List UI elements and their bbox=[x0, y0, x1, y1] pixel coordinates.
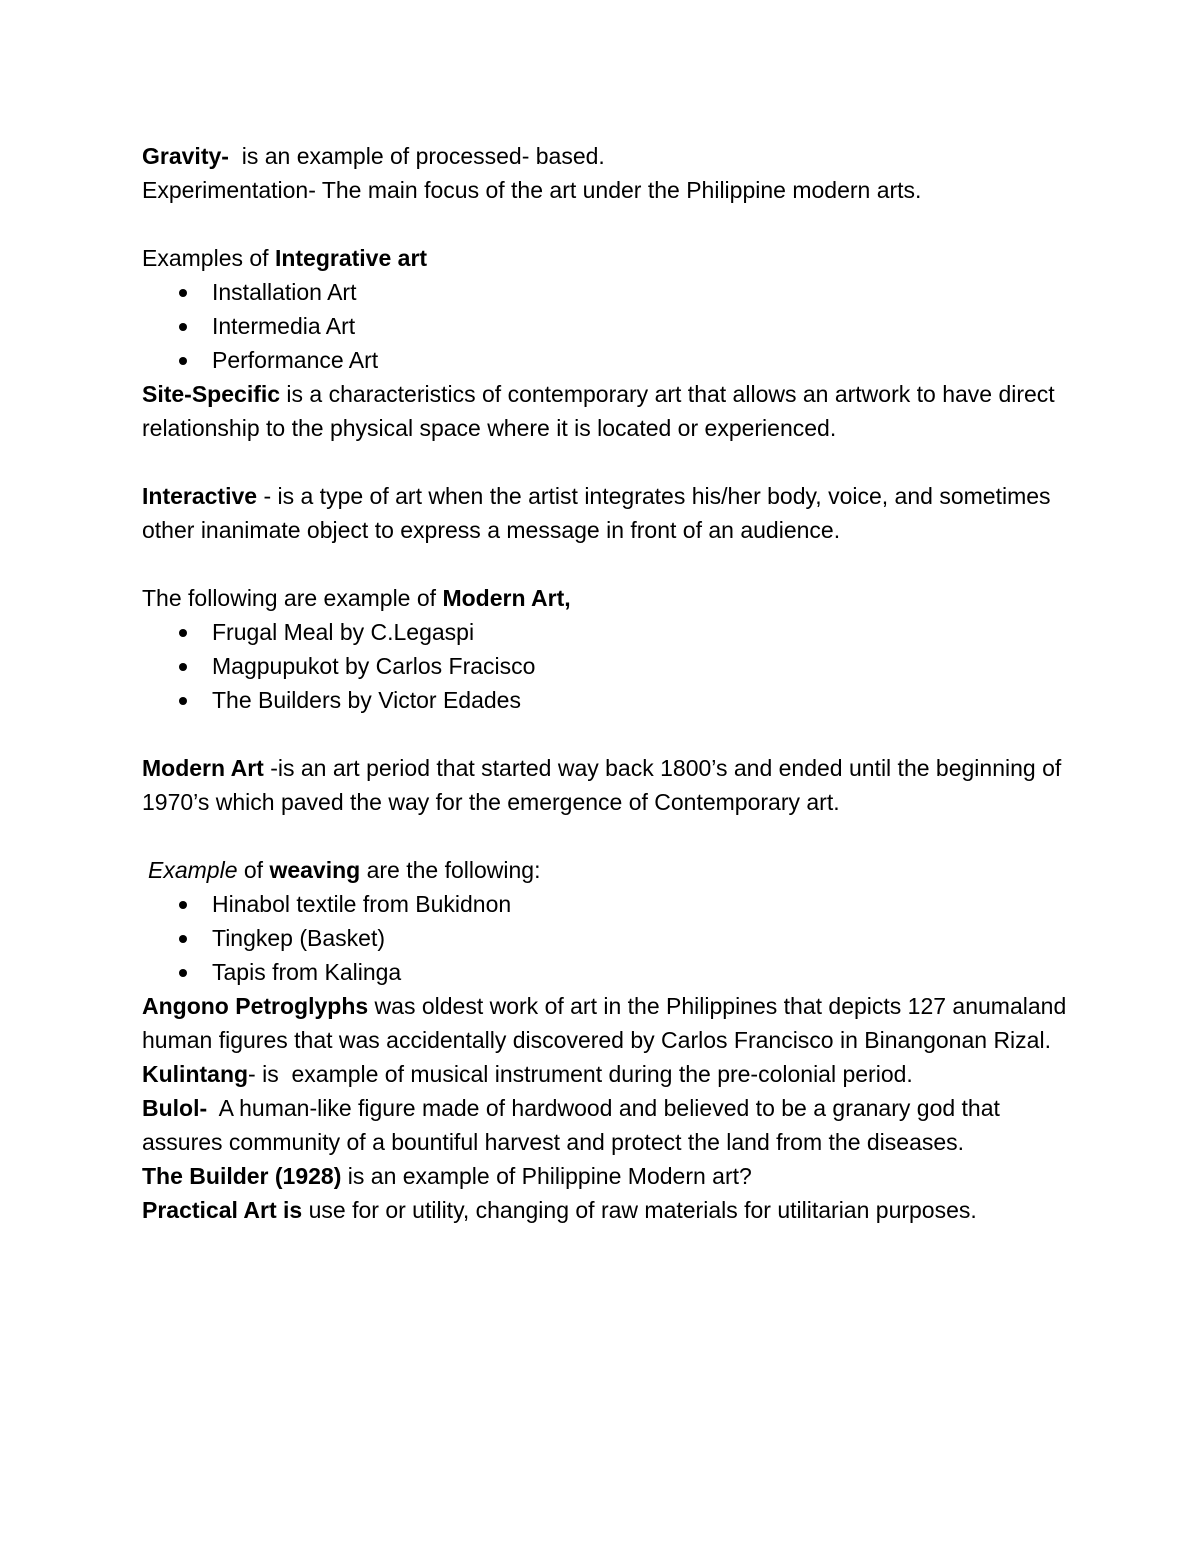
bullet-icon bbox=[179, 969, 187, 977]
list-item bbox=[212, 649, 1072, 683]
bullet-icon bbox=[179, 697, 187, 705]
list-item-text: Magpupukot by Carlos Fracisco bbox=[212, 653, 536, 679]
modern-art-paragraph bbox=[142, 751, 1072, 819]
integrative-list bbox=[142, 275, 1072, 377]
list-item-text: Performance Art bbox=[212, 347, 379, 373]
list-item bbox=[212, 683, 1072, 717]
integrative-prefix: Examples of bbox=[142, 245, 275, 271]
list-item bbox=[212, 887, 1072, 921]
bullet-icon bbox=[179, 323, 187, 331]
spacer bbox=[142, 819, 1072, 853]
builder-paragraph bbox=[142, 1159, 1072, 1193]
kulintang-paragraph bbox=[142, 1057, 1072, 1091]
document-page bbox=[142, 139, 1072, 1227]
modern-art-term: Modern Art bbox=[142, 755, 264, 781]
list-item-text: Intermedia Art bbox=[212, 313, 356, 339]
experimentation-line: Experimentation- The main focus of the art under the Philippine modern arts. bbox=[142, 177, 922, 203]
bullet-icon bbox=[179, 289, 187, 297]
bulol-paragraph bbox=[142, 1091, 1072, 1159]
weaving-term: weaving bbox=[269, 857, 361, 883]
angono-paragraph bbox=[142, 989, 1072, 1057]
practical-paragraph bbox=[142, 1193, 1072, 1227]
bullet-icon bbox=[179, 663, 187, 671]
gravity-line bbox=[142, 139, 1072, 173]
list-item bbox=[212, 615, 1072, 649]
list-item bbox=[212, 955, 1072, 989]
weaving-heading bbox=[142, 853, 1072, 887]
list-item-text: Frugal Meal by C.Legaspi bbox=[212, 619, 475, 645]
kulintang-term: Kulintang bbox=[142, 1061, 249, 1087]
integrative-heading bbox=[142, 241, 1072, 275]
gravity-text: is an example of processed- based. bbox=[228, 143, 605, 169]
list-item-text: Hinabol textile from Bukidnon bbox=[212, 891, 512, 917]
spacer bbox=[142, 445, 1072, 479]
bulol-term: Bulol- bbox=[142, 1095, 208, 1121]
modern-examples-prefix: The following are example of bbox=[142, 585, 443, 611]
modern-examples-list bbox=[142, 615, 1072, 717]
gravity-term: Gravity- bbox=[142, 143, 229, 169]
spacer bbox=[142, 547, 1072, 581]
spacer bbox=[142, 717, 1072, 751]
interactive-text: - is a type of art when the artist integrates his/her body, voice, and sometimes other inanimate object to express a message in front of an audience. bbox=[142, 483, 1051, 543]
list-item-text: Tingkep (Basket) bbox=[212, 925, 385, 951]
weaving-list bbox=[142, 887, 1072, 989]
site-specific-text: is a characteristics of contemporary art that allows an artwork to have direct relationship to the physical space where it is located or experienced. bbox=[142, 381, 1055, 441]
list-item-text: Installation Art bbox=[212, 279, 357, 305]
site-specific-term: Site-Specific bbox=[142, 381, 281, 407]
interactive-paragraph bbox=[142, 479, 1072, 547]
site-specific-paragraph bbox=[142, 377, 1072, 445]
angono-term: Angono Petroglyphs bbox=[142, 993, 369, 1019]
modern-examples-term: Modern Art, bbox=[442, 585, 571, 611]
list-item bbox=[212, 275, 1072, 309]
list-item bbox=[212, 343, 1072, 377]
weaving-italic: Example bbox=[148, 857, 238, 883]
list-item bbox=[212, 921, 1072, 955]
practical-term: Practical Art is bbox=[142, 1197, 303, 1223]
builder-term: The Builder (1928) bbox=[142, 1163, 342, 1189]
bullet-icon bbox=[179, 935, 187, 943]
modern-examples-heading bbox=[142, 581, 1072, 615]
bullet-icon bbox=[179, 357, 187, 365]
list-item-text: The Builders by Victor Edades bbox=[212, 687, 521, 713]
angono-text: was oldest work of art in the Philippines that depicts 127 anumaland human figures that was accidentally discovered by Carlos Francisco in Binangonan Rizal. bbox=[142, 993, 1067, 1053]
spacer bbox=[142, 207, 1072, 241]
bulol-text: A human-like figure made of hardwood and believed to be a granary god that assures community of a bountiful harvest and protect the land from the diseases. bbox=[142, 1095, 1007, 1155]
builder-text: is an example of Philippine Modern art? bbox=[341, 1163, 752, 1189]
integrative-term: Integrative art bbox=[274, 245, 428, 271]
practical-text: use for or utility, changing of raw materials for utilitarian purposes. bbox=[302, 1197, 977, 1223]
interactive-term: Interactive bbox=[142, 483, 258, 509]
weaving-middle: of bbox=[237, 857, 270, 883]
bullet-icon bbox=[179, 629, 187, 637]
weaving-suffix: are the following: bbox=[360, 857, 541, 883]
list-item-text: Tapis from Kalinga bbox=[212, 959, 402, 985]
bullet-icon bbox=[179, 901, 187, 909]
kulintang-text: - is example of musical instrument during the pre-colonial period. bbox=[248, 1061, 913, 1087]
modern-art-text: -is an art period that started way back 1800’s and ended until the beginning of 1970’s which paved the way for the emergence of Contemporary art. bbox=[142, 755, 1062, 815]
list-item bbox=[212, 309, 1072, 343]
